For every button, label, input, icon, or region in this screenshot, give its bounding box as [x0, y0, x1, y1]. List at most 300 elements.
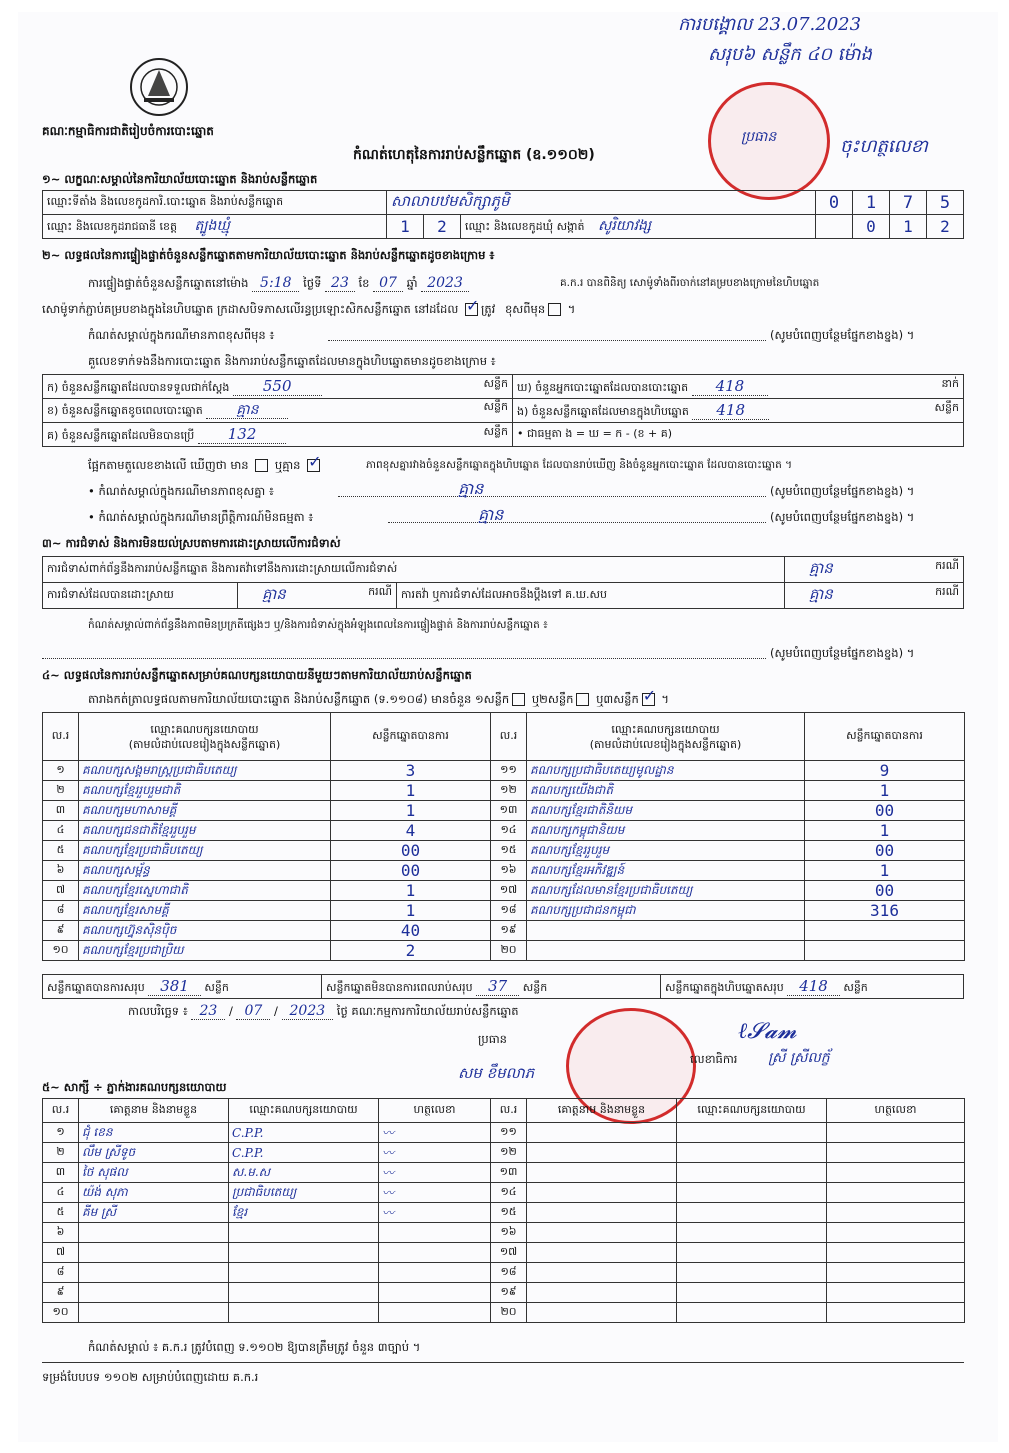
official-stamp-top [708, 82, 830, 200]
witness-party: C.P.P. [229, 1143, 379, 1163]
count-e-unit: សន្លឹក [934, 400, 959, 414]
party-no: ៣ [43, 801, 79, 821]
date-year: 2023 [282, 1003, 334, 1020]
witness-no: ១៤ [491, 1183, 527, 1203]
location-label: ឈ្មោះទីតាំង និងលេខកូដការិ.បោះឆ្នោត និងរាប់សន្លឹកឆ្នោត [43, 191, 387, 215]
party-name: គណបក្សកម្ពុជានិយម [527, 821, 805, 841]
same-label: ត្រូវ [480, 302, 496, 316]
wrong-label: ខុសពីមុន [504, 302, 546, 316]
org-name: គណៈកម្មាធិការជាតិរៀបចំការបោះឆ្នោត [42, 124, 214, 138]
witness-no: ១៧ [491, 1243, 527, 1263]
section3-table [42, 556, 964, 609]
has-diff-checkbox[interactable] [255, 459, 268, 472]
section3-title: ៣~ ការជំទាស់ និងការមិនយល់ស្របតាមការដោះស្រាយលើការជំទាស់ [42, 536, 341, 550]
count-d-unit: នាក់ [941, 376, 959, 390]
party-votes: 2 [331, 941, 491, 961]
witness-row [43, 1143, 965, 1163]
witness-party [677, 1143, 827, 1163]
counts-table: ក) ចំនួនសន្លឹកឆ្នោតដែលបានទទួលជាក់ស្តែង 550 សន្លឹក ឃ) ចំនួនអ្នកបោះឆ្នោតដែលបានបោះឆ្នោត 418 នាក់ ខ) ចំនួនសន្លឹកឆ្នោតខូចពេលបោះឆ្នោត គ្មាន សន្លឹក ង) ចំនួនសន្លឹកឆ្នោតដែលមានក្នុងហិបឆ្នោត 418 សន្លឹក គ) ចំនួនសន្លឹកឆ្នោតដែលមិនបានប្រើ 132 សន្លឹក • ជាធម្មតា ង = ឃ = ក - (ខ + គ) [42, 374, 964, 447]
count-e-label: ង) ចំនួនសន្លឹកឆ្នោតដែលមានក្នុងហិបឆ្នោត [517, 404, 689, 418]
month-label: ខែ [358, 276, 370, 290]
party-no: ១៣ [491, 801, 527, 821]
witness-name: គីម ស្រី [79, 1203, 229, 1223]
witness-party [677, 1223, 827, 1243]
witness-party: ប្រជាធិបតេយ្យ [229, 1183, 379, 1203]
witness-signature [827, 1143, 965, 1163]
witness-name [527, 1243, 677, 1263]
incident-note-label: • កំណត់សម្គាល់ក្នុងករណីមានព្រឹត្តិការណ៍មិនធម្មតា ៖ [88, 510, 314, 524]
witness-party [677, 1203, 827, 1223]
witness-name [79, 1223, 229, 1243]
commune-code-2: 1 [890, 215, 927, 239]
party-row [43, 761, 965, 781]
witness-party [677, 1183, 827, 1203]
count-intro: គួលេខទាក់ទងនឹងការបោះឆ្នោត និងការរាប់សន្លឹកឆ្នោតដែលមានក្នុងហិបឆ្នោតមានដូចខាងក្រោម ៖ [88, 354, 496, 368]
w-col-name-right: គោត្តនាម និងនាមខ្លួន [527, 1099, 677, 1123]
witness-name: ជុំ ខេន [79, 1123, 229, 1143]
witness-signature: 〰 [379, 1183, 491, 1203]
party-row [43, 781, 965, 801]
witness-party [229, 1283, 379, 1303]
resolved-value: គ្មាន [262, 584, 286, 603]
date-label: កាលបរិច្ឆេទ ៖ [128, 1004, 188, 1018]
incident-fill-hint: (សូមបំពេញបន្ថែមផ្នែកខាងខ្នង) ។ [770, 510, 915, 524]
total-box-label: សន្លឹកឆ្នោតក្នុងហិបឆ្នោតសរុប [665, 980, 784, 994]
witness-party: ស.ម.ស [229, 1163, 379, 1183]
incident-note-line [388, 522, 766, 523]
count-d-label: ឃ) ចំនួនអ្នកបោះឆ្នោតដែលបានបោះឆ្នោត [517, 380, 689, 394]
diff-fill-hint: (សូមបំពេញបន្ថែមផ្នែកខាងខ្នង) ។ [770, 484, 915, 498]
party-name: គណបក្សខ្មែរសាមគ្គី [79, 901, 331, 921]
total-invalid-label: សន្លឹកឆ្នោតមិនបានការពេលរាប់សរុប [326, 980, 473, 994]
party-name: គណបក្សខ្មែរស្នេហាជាតិ [79, 881, 331, 901]
irregular-fill-hint: (សូមបំពេញបន្ថែមផ្នែកខាងខ្នង) ។ [770, 328, 915, 342]
witness-row [43, 1183, 965, 1203]
witness-no: ១២ [491, 1143, 527, 1163]
w-col-sign-left: ហត្ថលេខា [379, 1099, 491, 1123]
party-name: គណបក្សជនជាតិខ្មែររួបរួម [79, 821, 331, 841]
witness-name [79, 1283, 229, 1303]
count-e-value: 418 [692, 401, 769, 420]
witness-name [79, 1263, 229, 1283]
party-name: គណបក្សខ្មែរប្រជាប្រិយ [79, 941, 331, 961]
witness-no: ១៦ [491, 1223, 527, 1243]
col-votes-right: សន្លឹកឆ្នោតបានការ [805, 713, 965, 761]
party-name [527, 921, 805, 941]
party-row [43, 801, 965, 821]
witness-row [43, 1123, 965, 1143]
count-c-unit: សន្លឹក [483, 424, 508, 438]
witness-no: ៨ [43, 1263, 79, 1283]
col-votes-left: សន្លឹកឆ្នោតបានការ [331, 713, 491, 761]
party-votes: 1 [331, 781, 491, 801]
chair-label: ប្រធាន [478, 1032, 507, 1046]
party-votes: 00 [805, 841, 965, 861]
commune-code-3: 2 [927, 215, 964, 239]
witness-no: ៣ [43, 1163, 79, 1183]
party-no: ១៦ [491, 861, 527, 881]
party-no: ២ [43, 781, 79, 801]
same-checkbox[interactable] [465, 303, 478, 316]
stamp-signature: ប្រធាន [741, 129, 777, 145]
section5-title: ៥~ សាក្សី ÷ ភ្នាក់ងារគណបក្សនយោបាយ [42, 1080, 227, 1094]
witness-no: ១៣ [491, 1163, 527, 1183]
seal-line: សោម៉ូទាក់ភ្ជាប់គម្របខាងក្នុងនៃហិបឆ្នោត ក្រដាសបិទភាសលើរន្ធប្រឡោះសិកសន្លឹកឆ្នោត នៅដដែល ✓ ត្រូវ ខុសពីមុន ។ [42, 302, 575, 317]
party-votes: 9 [805, 761, 965, 781]
witness-signature [827, 1283, 965, 1303]
party-no: ១៨ [491, 901, 527, 921]
witness-name: លឹម ស្រីទូច [79, 1143, 229, 1163]
party-votes: 1 [331, 901, 491, 921]
party-name: គណបក្សខ្មែររួបរួម [527, 841, 805, 861]
irregular-note-line [328, 340, 766, 341]
w-col-no-right: ល.រ [491, 1099, 527, 1123]
witness-name [527, 1303, 677, 1323]
witness-party [229, 1263, 379, 1283]
witness-party: C.P.P. [229, 1123, 379, 1143]
date-month: 07 [236, 1003, 270, 1020]
witness-signature [827, 1303, 965, 1323]
code-digit-4: 5 [927, 191, 964, 215]
irregular-note-label: កំណត់សម្គាល់ក្នុងករណីមានភាពខុសពីមុន ៖ [88, 328, 275, 342]
seal-line-text: សោម៉ូទាក់ភ្ជាប់គម្របខាងក្នុងនៃហិបឆ្នោត ក្រដាសបិទភាសលើរន្ធប្រឡោះសិកសន្លឹកឆ្នោត នៅដដែល [42, 302, 459, 316]
compare-line [88, 458, 323, 473]
party-votes: 316 [805, 901, 965, 921]
sheet1-checkbox[interactable] [512, 693, 525, 706]
document-page [18, 12, 998, 1442]
no-diff-checkbox[interactable] [307, 459, 320, 472]
nec-emblem-icon [128, 56, 190, 118]
party-no: ១៤ [491, 821, 527, 841]
witness-signature [827, 1183, 965, 1203]
party-row [43, 841, 965, 861]
count-c-value: 132 [198, 425, 287, 444]
section2-title: ២~ លទ្ធផលនៃការផ្ទៀងផ្ទាត់ចំនួនសន្លឹកឆ្នោតតាមការិយាល័យបោះឆ្នោត និងរាប់សន្លឹកឆ្នោតដូចខាងក្រោម ៖ [42, 248, 495, 262]
witness-signature [379, 1243, 491, 1263]
witness-name [527, 1183, 677, 1203]
witness-signature [827, 1163, 965, 1183]
witness-row [43, 1283, 965, 1303]
party-no: ៥ [43, 841, 79, 861]
witness-signature [827, 1223, 965, 1243]
witness-signature [379, 1283, 491, 1303]
code-digit-3: 7 [890, 191, 927, 215]
party-votes: 00 [331, 861, 491, 881]
witness-no: ៧ [43, 1243, 79, 1263]
witness-name [527, 1123, 677, 1143]
witness-party [677, 1263, 827, 1283]
witness-party [677, 1303, 827, 1323]
party-no: ២០ [491, 941, 527, 961]
party-row [43, 821, 965, 841]
witness-row [43, 1223, 965, 1243]
resolved-label: ការជំទាស់ដែលបានដោះស្រាយ [43, 583, 238, 609]
party-no: ៤ [43, 821, 79, 841]
party-no: ១២ [491, 781, 527, 801]
wrong-checkbox[interactable] [548, 303, 561, 316]
party-votes: 1 [805, 821, 965, 841]
compare-opt1: ឬគ្មាន [274, 458, 301, 472]
party-no: ១៧ [491, 881, 527, 901]
witness-name [527, 1143, 677, 1163]
party-votes: 1 [331, 881, 491, 901]
party-no: ៦ [43, 861, 79, 881]
witness-row [43, 1163, 965, 1183]
resolved-unit: ករណី [368, 584, 392, 598]
witness-party [677, 1243, 827, 1263]
count-b-unit: សន្លឹក [483, 400, 508, 413]
opt3-label: ឬ៣សន្លឹក [596, 692, 639, 706]
col-party-sub-left: (តាមលំដាប់លេខរៀងក្នុងសន្លឹកឆ្នោត) [128, 737, 281, 751]
form-footer: ទម្រង់បែបបទ ១១០២ សម្រាប់បំពេញដោយ គ.ក.រ [42, 1370, 259, 1384]
party-row [43, 881, 965, 901]
diff-note-value: គ្មាន [458, 479, 484, 498]
witness-name [527, 1223, 677, 1243]
witness-signature [379, 1303, 491, 1323]
witness-name [79, 1303, 229, 1323]
witness-signature [827, 1243, 965, 1263]
col-party-left: ឈ្មោះគណបក្សនយោបាយ [150, 722, 259, 736]
party-no: ៨ [43, 901, 79, 921]
witness-row [43, 1243, 965, 1263]
province-value: ត្បូងឃ្មុំ [194, 218, 230, 234]
witness-name [527, 1163, 677, 1183]
w-col-no-left: ល.រ [43, 1099, 79, 1123]
commune-label: ឈ្មោះ និងលេខកូដឃុំ សង្កាត់ [465, 220, 585, 233]
witness-signature [379, 1263, 491, 1283]
count-a-label: ក) ចំនួនសន្លឹកឆ្នោតដែលបានទទួលជាក់ស្តែង [47, 380, 230, 394]
party-name: គណបក្សមហាសាមគ្គី [79, 801, 331, 821]
party-name: គណបក្សសម្ព័ន្ធ [79, 861, 331, 881]
w-col-sign-right: ហត្ថលេខា [827, 1099, 965, 1123]
committee-label: ថ្ងៃ គណៈកម្មការការិយាល័យរាប់សន្លឹកឆ្នោត [336, 1004, 519, 1018]
party-name: គណបក្សខ្មែរអភិវឌ្ឍន៍ [527, 861, 805, 881]
party-no: ៩ [43, 921, 79, 941]
witness-party: ខ្មែរ [229, 1203, 379, 1223]
compare-a: ផ្អែកតាមតួលេខខាងលើ ឃើញថា មាន [88, 458, 249, 472]
witness-no: ៥ [43, 1203, 79, 1223]
col-no-right: ល.រ [491, 713, 527, 761]
total-valid-label: សន្លឹកឆ្នោតបានការសរុប [47, 980, 145, 994]
party-votes [805, 941, 965, 961]
witness-signature: 〰 [379, 1203, 491, 1223]
party-votes: 00 [331, 841, 491, 861]
col-party-right: ឈ្មោះគណបក្សនយោបាយ [611, 722, 720, 736]
party-row [43, 941, 965, 961]
opt2-label: ឬ២សន្លឹក [531, 692, 574, 706]
witness-name [527, 1263, 677, 1283]
province-code-1: 1 [387, 215, 424, 239]
total-valid-unit: សន្លឹក [204, 980, 229, 994]
witness-signature [379, 1223, 491, 1243]
sheet2-checkbox[interactable] [576, 693, 589, 706]
stamp-side-note: ចុះហត្ថលេខា [840, 136, 928, 157]
witness-no: ៩ [43, 1283, 79, 1303]
total-invalid-unit: សន្លឹក [522, 980, 548, 994]
witness-row [43, 1303, 965, 1323]
sec3-note: កំណត់សម្គាល់ពាក់ព័ន្ធនឹងភាពមិនប្រក្រតីផ្សេងៗ ឬ/និងការជំទាស់ក្នុងអំឡុងពេលនៃការផ្ទៀងផ្ទាត់ និងការរាប់សន្លឹកឆ្នោត ៖ [88, 619, 548, 631]
count-b-value: គ្មាន [206, 402, 288, 419]
province-label-cell [43, 215, 387, 239]
witness-signature: 〰 [379, 1163, 491, 1183]
witness-no: ៤ [43, 1183, 79, 1203]
party-row [43, 901, 965, 921]
witness-signature: 〰 [379, 1123, 491, 1143]
witness-table [42, 1098, 965, 1323]
objection-label: ការជំទាស់ពាក់ព័ន្ធនឹងការរាប់សន្លឹកឆ្នោត និងការតវ៉ាទៅនឹងការដោះស្រាយលើការជំទាស់ [43, 557, 785, 583]
witness-row [43, 1203, 965, 1223]
code-digit-2: 1 [853, 191, 890, 215]
secretary-signature: ℓ𝓢𝓪𝓶 [738, 1019, 797, 1044]
witness-no: ២ [43, 1143, 79, 1163]
party-votes: 00 [805, 881, 965, 901]
party-name: គណបក្សខ្មែរជាតិនិយម [527, 801, 805, 821]
commune-code-1: 0 [853, 215, 890, 239]
party-name: គណបក្សដែលមានខ្មែរប្រជាធិបតេយ្យ [527, 881, 805, 901]
secretary-name: ស្រី ស្រីលក្ខ័ [768, 1050, 830, 1066]
chair-name: សម ខឹមលាភ [458, 1064, 535, 1082]
party-votes: 00 [805, 801, 965, 821]
party-votes [805, 921, 965, 941]
party-votes: 40 [331, 921, 491, 941]
check-time-label: ការផ្ទៀងផ្ទាត់ចំនួនសន្លឹកឆ្នោតនៅម៉ោង [88, 276, 249, 290]
form-title: កំណត់ហេតុនៃការរាប់សន្លឹកឆ្នោត (ឧ.១១០២) [353, 147, 595, 163]
party-no: ១ [43, 761, 79, 781]
code-digit-1: 0 [816, 191, 853, 215]
appeal-value: គ្មាន [809, 584, 833, 603]
witness-no: ១៥ [491, 1203, 527, 1223]
corner-note-line1: ការបង្គោល 23.07.2023 [678, 14, 862, 35]
sec3-note-line [42, 658, 766, 659]
day-value: 23 [325, 275, 355, 292]
witness-row [43, 1263, 965, 1283]
party-name: គណបក្សប្រជាជនកម្ពុជា [527, 901, 805, 921]
witness-name [527, 1283, 677, 1303]
incident-note-value: គ្មាន [478, 505, 504, 524]
witness-name: យ៉ង់ សុភា [79, 1183, 229, 1203]
party-votes: 4 [331, 821, 491, 841]
witness-signature: 〰 [379, 1143, 491, 1163]
location-value: សាលាបឋមសិក្សាភូមិ [391, 191, 510, 210]
witness-name [527, 1203, 677, 1223]
total-box-value: 418 [787, 977, 840, 996]
party-results-table [42, 712, 965, 961]
appeal-label: ការតវ៉ា ឬការជំទាស់ដែលអាចនឹងប្ដឹងទៅ គ.ឃ.សប [397, 583, 785, 609]
witness-signature [827, 1203, 965, 1223]
party-row [43, 861, 965, 881]
witness-party [677, 1163, 827, 1183]
witness-no: ១ [43, 1123, 79, 1143]
witness-name: ថៃ សុផល [79, 1163, 229, 1183]
day-label: ថ្ងៃទី [303, 276, 322, 290]
party-no: ១៥ [491, 841, 527, 861]
party-name [527, 941, 805, 961]
count-b-label: ខ) ចំនួនសន្លឹកឆ្នោតខូចពេលបោះឆ្នោត [47, 404, 203, 417]
commune-value: សូរិយាវង្ស [598, 218, 652, 234]
province-label: ឈ្មោះ និងលេខកូដរាជធានី ខេត្ត [47, 220, 177, 233]
party-name: គណបក្សប្រជាធិបតេយ្យមូលដ្ឋាន [527, 761, 805, 781]
party-name: គណបក្សខ្មែររួបរួមជាតិ [79, 781, 331, 801]
w-col-party-right: ឈ្មោះគណបក្សនយោបាយ [677, 1099, 827, 1123]
witness-no: ១៨ [491, 1263, 527, 1283]
party-name: គណបក្សហ្វ៊ុនស៊ិនប៉ិច [79, 921, 331, 941]
diff-note-label: • កំណត់សម្គាល់ក្នុងករណីមានភាពខុសគ្នា ៖ [88, 484, 274, 498]
corner-note-line2: សរុប៦ សន្លឹក ៤០ ម៉ោង [708, 44, 872, 65]
check-time-value: 5:18 [252, 275, 299, 292]
witness-no: ១០ [43, 1303, 79, 1323]
date-line: កាលបរិច្ឆេទ ៖ 23 / 07 / 2023 ថ្ងៃ គណៈកម្មការការិយាល័យរាប់សន្លឹកឆ្នោត [128, 1003, 519, 1019]
sheet3-checkbox[interactable] [642, 693, 655, 706]
count-a-unit: សន្លឹក [483, 376, 508, 390]
w-col-name-left: គោត្តនាម និងនាមខ្លួន [79, 1099, 229, 1123]
year-value: 2023 [421, 275, 469, 292]
count-a-value: 550 [233, 377, 322, 396]
diff-note-line [338, 496, 766, 497]
count-c-label: គ) ចំនួនសន្លឹកឆ្នោតដែលមិនបានប្រើ [47, 428, 195, 442]
objection-value: គ្មាន [809, 558, 833, 577]
party-votes: 1 [331, 801, 491, 821]
party-no: ៧ [43, 881, 79, 901]
check-time-line [88, 276, 469, 291]
witness-no: ១១ [491, 1123, 527, 1143]
year-label: ឆ្នាំ [406, 276, 418, 290]
total-valid-value: 381 [148, 977, 201, 996]
check-line1-b: គ.ក.រ បានពិនិត្យ សោម៉ូទាំងពីរចាក់នៅគម្របខាងក្រោមនៃហិបឆ្នោត [560, 277, 820, 289]
witness-name [79, 1243, 229, 1263]
witness-signature [827, 1263, 965, 1283]
date-day: 23 [191, 1003, 225, 1020]
party-name: គណបក្សយើងជាតិ [527, 781, 805, 801]
witness-no: ២០ [491, 1303, 527, 1323]
section1-title: ១~ លក្ខណៈសម្គាល់នៃការិយាល័យបោះឆ្នោត និងរាប់សន្លឹកឆ្នោត [42, 172, 318, 186]
party-row [43, 921, 965, 941]
sec4-subtitle: តារាងកត់ត្រាលទ្ធផលតាមការិយាល័យបោះឆ្នោត និងរាប់សន្លឹកឆ្នោត (ទ.១១០៨) មានចំនួន ១សន្លឹក [88, 692, 510, 706]
witness-no: ៦ [43, 1223, 79, 1243]
col-no-left: ល.រ [43, 713, 79, 761]
party-no: ១១ [491, 761, 527, 781]
section4-title: ៤~ លទ្ធផលនៃការរាប់សន្លឹកឆ្នោតសម្រាប់គណបក្សនយោបាយនីមួយៗតាមការិយាល័យរាប់សន្លឹកឆ្នោត [42, 668, 472, 682]
party-votes: 1 [805, 861, 965, 881]
count-d-value: 418 [692, 377, 769, 396]
province-code-2: 2 [424, 215, 461, 239]
party-no: ១៩ [491, 921, 527, 941]
party-name: គណបក្សខ្មែរប្រជាធិបតេយ្យ [79, 841, 331, 861]
sec3-fill-hint: (សូមបំពេញបន្ថែមផ្នែកខាងខ្នង) ។ [770, 646, 915, 660]
witness-party [229, 1223, 379, 1243]
footer-divider [42, 1362, 964, 1363]
witness-party [677, 1123, 827, 1143]
witness-party [229, 1303, 379, 1323]
party-votes: 1 [805, 781, 965, 801]
appeal-unit: ករណី [935, 584, 959, 598]
witness-signature [827, 1123, 965, 1143]
totals-table [42, 974, 964, 999]
secretary-label: លេខាធិការ [690, 1052, 738, 1066]
witness-party [677, 1283, 827, 1303]
section1-table [42, 190, 964, 239]
compare-b: ភាពខុសគ្នារវាងចំនួនសន្លឹកឆ្នោតក្នុងហិបឆ្នោត ដែលបានរាប់ឃើញ និងចំនួនអ្នកបោះឆ្នោត ដែលបានបោះឆ្នោត ។ [366, 459, 793, 471]
witness-party [229, 1243, 379, 1263]
total-invalid-value: 37 [476, 977, 519, 996]
w-col-party-left: ឈ្មោះគណបក្សនយោបាយ [229, 1099, 379, 1123]
party-no: ១០ [43, 941, 79, 961]
objection-unit: ករណី [935, 558, 959, 572]
sec4-subtitle-line: តារាងកត់ត្រាលទ្ធផលតាមការិយាល័យបោះឆ្នោត និងរាប់សន្លឹកឆ្នោត (ទ.១១០៨) មានចំនួន ១សន្លឹក ឬ២សន្លឹក ឬ៣សន្លឹក✓ ។ [88, 692, 669, 707]
formula: ជាធម្មតា ង = ឃ = ក - (ខ + គ) [527, 426, 672, 440]
total-box-unit: សន្លឹក [843, 980, 868, 994]
witness-no: ១៩ [491, 1283, 527, 1303]
footnote: កំណត់សម្គាល់ ៖ គ.ក.រ ត្រូវបំពេញ ទ.១១០២ ឱ្យបានត្រឹមត្រូវ ចំនួន ៣ច្បាប់ ។ [88, 1340, 421, 1354]
